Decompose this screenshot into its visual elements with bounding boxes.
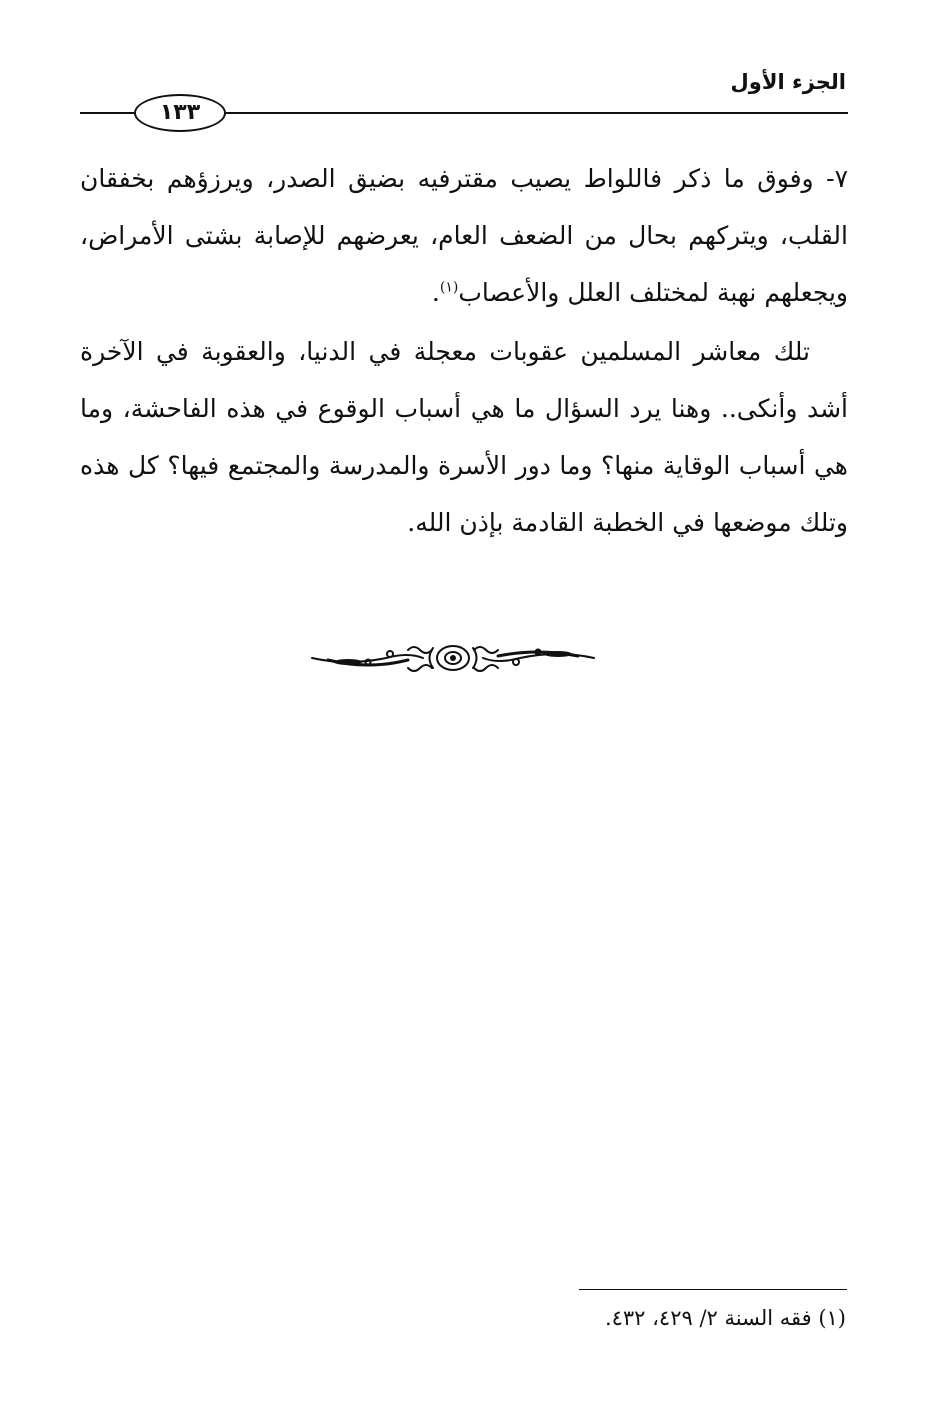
main-text [80,150,848,551]
paragraph: تلك معاشر المسلمين عقوبات معجلة في الدنيا، والعقوبة في الآخرة أشد وأنكى.. وهنا يرد السؤال ما هي أسباب الوقوع في هذه الفاحشة، وما هي أسباب الوقاية منها؟ وما دور الأسرة والمدرسة والمجتمع فيها؟ كل هذه وتلك موضعها في الخطبة القادمة بإذن الله. [80,337,848,537]
page-number: ١٣٣ [134,94,226,132]
footnote: (١) فقه السنة ٢/ ٤٢٩، ٤٣٢. [604,1306,846,1330]
paragraph-text: ٧- وفوق ما ذكر فاللواط يصيب مقترفيه بضيق الصدر، ويرزؤهم بخفقان القلب، ويتركهم بحال من الضعف العام، يعرضهم للإصابة بشتى الأمراض، ويجعلهم نهبة لمختلف العلل والأعصاب [80,164,848,307]
footnote-reference[interactable]: (١) [439,279,459,296]
running-title: الجزء الأول [730,70,846,94]
paragraph [80,150,848,321]
paragraph-end: . [431,278,440,307]
decorative-divider-icon [308,640,598,680]
footnote-rule [579,1289,847,1290]
